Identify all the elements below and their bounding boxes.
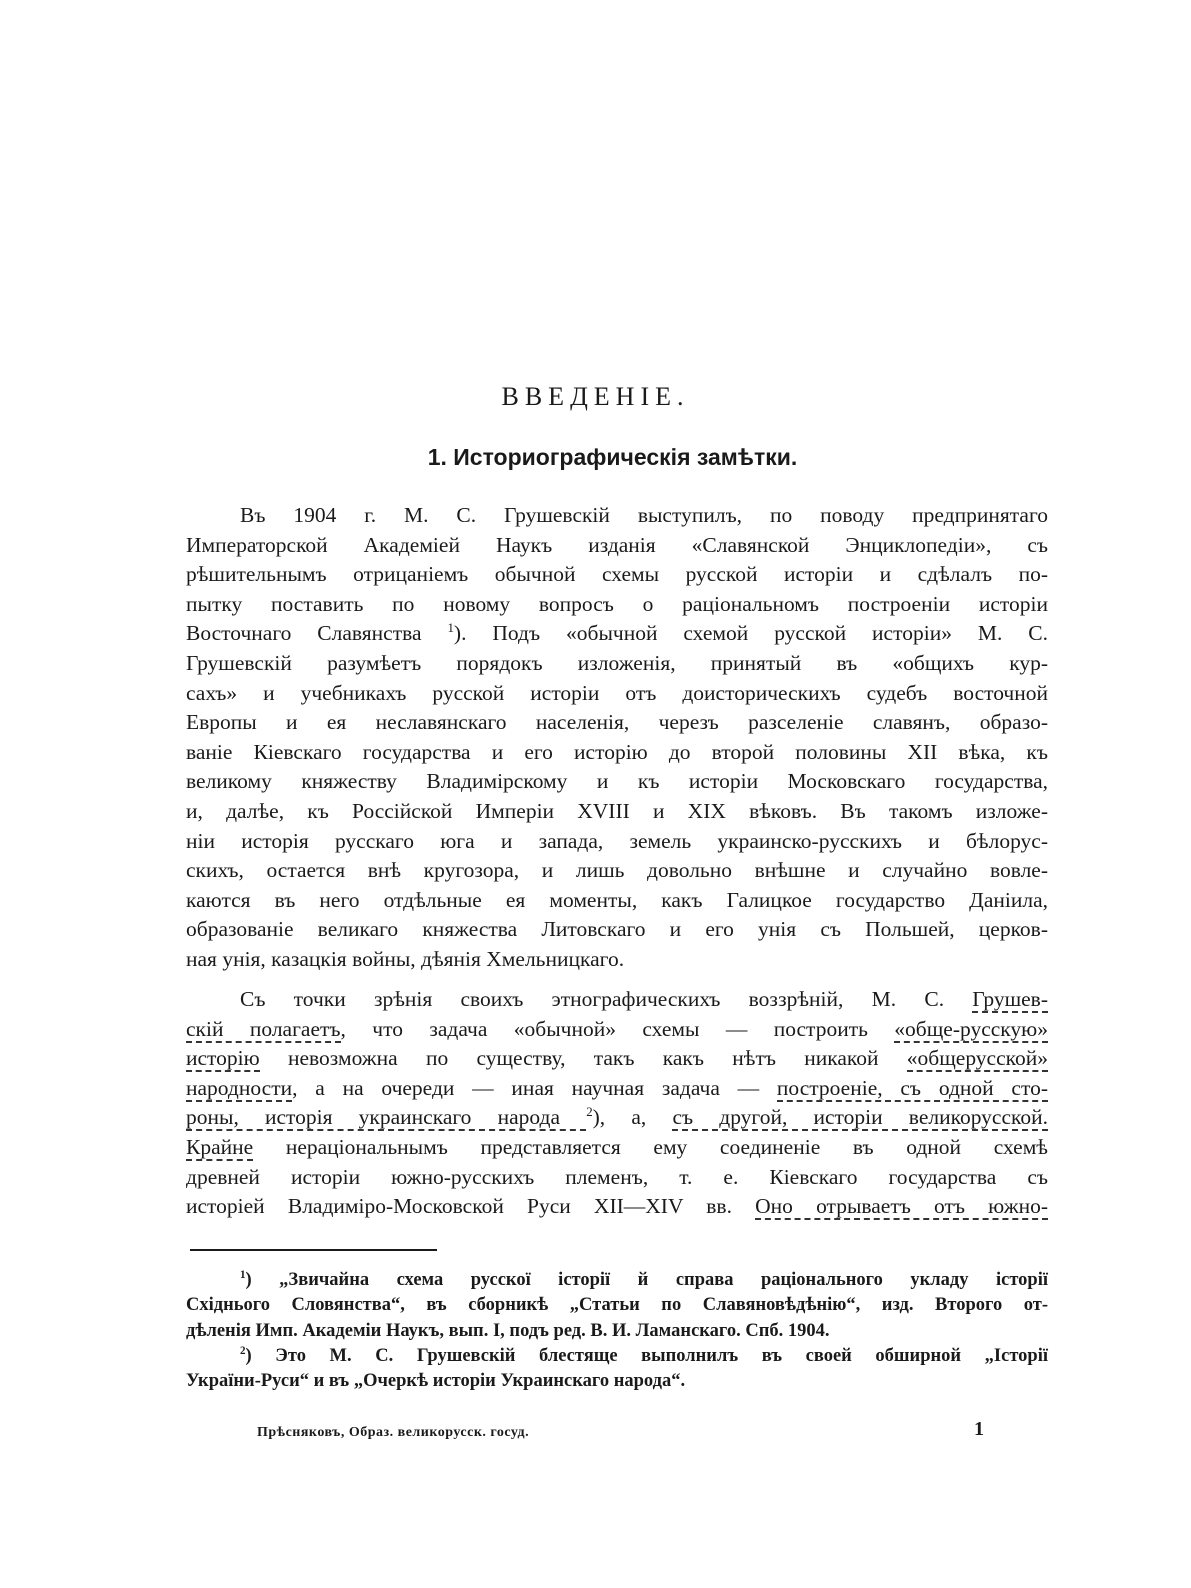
text-fragment: Съ точки зрѣнія своихъ этнографическихъ воззрѣній, М. С. [240, 987, 973, 1011]
text-line [186, 619, 1048, 649]
text-fragment: , что задача «обычной» схемы — построить [340, 1016, 895, 1041]
text-line: древней исторіи южно-русскихъ племенъ, т. е. Кіевскаго государства съ [186, 1164, 1048, 1189]
text-line: ваніе Кіевскаго государства и его исторію до второй половины XII вѣка, къ [186, 739, 1048, 764]
text-line [186, 1103, 1048, 1133]
underlined-text: съ другой, исторіи великорусской. [672, 1105, 1049, 1130]
section-heading: 1. Историографическія замѣтки. [427, 444, 798, 470]
text-fragment: невозможна по существу, такъ какъ нѣтъ никакой [259, 1046, 907, 1071]
text-line: ніи исторія русскаго юга и запада, земель украинско-русскихъ и бѣлорус- [186, 828, 1048, 853]
text-line [186, 1015, 1048, 1045]
printer-signature: Прѣсняковъ, Образ. великорусск. госуд. [257, 1425, 530, 1440]
text-line [186, 1044, 1048, 1074]
text-fragment: Восточнаго Славянства [186, 621, 422, 646]
paragraph-1 [186, 501, 1048, 975]
footnote-marker: 1 [240, 1268, 246, 1281]
text-line: образованіе великаго княжества Литовскаго и его унія съ Польшей, церков- [186, 917, 1048, 942]
underlined-text: Крайне [186, 1134, 254, 1159]
footnote-line: дѣленія Имп. Академіи Наукъ, вып. I, подъ ред. В. И. Ламанскаго. Спб. 1904. [186, 1320, 830, 1341]
footnote-reference: 2 [586, 1105, 593, 1120]
page-number: 1 [974, 1418, 984, 1440]
footnote-reference: 1 [447, 621, 454, 636]
text-line: Европы и ея неславянскаго населенія, черезъ разселеніе славянъ, образо- [186, 710, 1048, 735]
text-line: сахъ» и учебникахъ русской исторіи отъ доисторическихъ судебъ восточной [186, 680, 1048, 705]
text-line: каются въ него отдѣльные ея моменты, какъ Галицкое государство Даніила, [186, 887, 1048, 912]
text-fragment: исторіей Владиміро-Московской Руси XII—XIV вв. [186, 1194, 756, 1219]
text-line [186, 1192, 1048, 1222]
underlined-text: роны, исторія украинскаго народа [186, 1105, 587, 1130]
footnotes [186, 1268, 1048, 1394]
text-fragment: ). Подъ «обычной схемой русской исторіи» М. С. [453, 621, 1049, 646]
text-line: Грушевскій разумѣетъ порядокъ изложенія, принятый въ «общихъ кур- [186, 650, 1048, 675]
text-fragment: нераціональнымъ представляется ему соединеніе въ одной схемѣ [253, 1134, 1048, 1159]
footnote-marker: 2 [240, 1344, 246, 1357]
text-line: пытку поставить по новому вопросъ о раціональномъ построеніи исторіи [186, 591, 1048, 616]
text-line: великому княжеству Владимірскому и къ исторіи Московскаго государства, [186, 769, 1048, 794]
text-fragment: ), а, [592, 1105, 673, 1130]
text-line: ная унія, казацкія войны, дѣянія Хмельницкаго. [186, 946, 625, 971]
footnote-line [186, 1344, 1048, 1369]
text-line: скихъ, остается внѣ кругозора, и лишь довольно внѣшне и случайно вовле- [186, 858, 1048, 883]
underlined-text: построеніе, съ одной сто- [776, 1075, 1048, 1100]
underlined-text: народности [186, 1075, 293, 1100]
text-line [186, 1133, 1048, 1163]
paragraph-2 [186, 985, 1048, 1222]
text-line: Императорской Академіей Наукъ изданія «Славянской Энциклопедіи», съ [186, 532, 1048, 557]
text-line: и, далѣе, къ Россійской Имперіи XVIII и XIX вѣковъ. Въ такомъ изложе- [186, 798, 1048, 823]
text-line: рѣшительнымъ отрицаніемъ обычной схемы русской исторіи и сдѣлалъ по- [186, 562, 1048, 587]
footnote-divider [190, 1249, 437, 1251]
footnote-line: України-Руси“ и въ „Очеркѣ исторіи Украинскаго народа“. [186, 1371, 686, 1392]
underlined-text: исторію [186, 1046, 260, 1071]
underlined-text: Оно отрываетъ отъ южно- [755, 1194, 1048, 1219]
underlined-text: Грушев- [972, 987, 1048, 1011]
underlined-text: «общерусской» [906, 1046, 1048, 1071]
underlined-text: скій полагаетъ [186, 1016, 341, 1041]
underlined-text: «обще-русскую» [894, 1016, 1048, 1041]
text-line [186, 1074, 1048, 1104]
footnote-line: Східнього Словянства“, въ сборникѣ „Статьи по Славяновѣдѣнію“, изд. Второго от- [186, 1295, 1048, 1316]
text-line: Въ 1904 г. М. С. Грушевскій выступилъ, по поводу предпринятаго [240, 503, 1048, 527]
text-fragment: , а на очереди — иная научная задача — [292, 1075, 777, 1100]
text-line [186, 985, 1048, 1015]
footnote-line [186, 1268, 1048, 1293]
text-fragment: ) „Звичайна схема русскої історії й справа раціонального укладу історії [245, 1270, 1048, 1290]
page-heading: ВВЕДЕНІЕ. [501, 382, 690, 411]
text-fragment: ) Это М. С. Грушевскій блестяще выполнилъ въ своей обширной „Історії [245, 1345, 1048, 1366]
